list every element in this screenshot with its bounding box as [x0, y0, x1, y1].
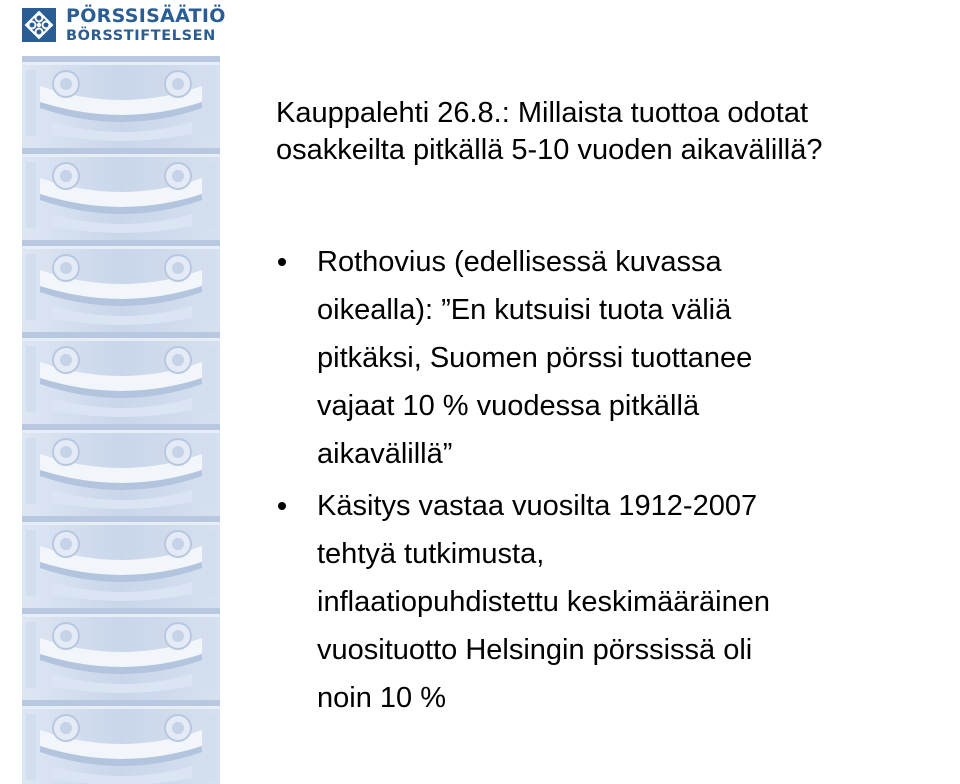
slide-title — [276, 95, 956, 169]
bullet-line: aikavälillä” — [317, 438, 453, 470]
bullet-line: pitkäksi, Suomen pörssi tuottanee — [317, 342, 753, 374]
stone-relief-picture — [22, 56, 220, 784]
bullet-line: tehtyä tutkimusta, — [317, 538, 545, 570]
logo-name-swedish: BÖRSSTIFTELSEN — [66, 27, 216, 44]
bullet-line: Rothovius (edellisessä kuvassa — [317, 246, 722, 278]
bullet-line: inflaatiopuhdistettu keskimääräinen — [317, 586, 770, 618]
bullet-line: Käsitys vastaa vuosilta 1912-2007 — [317, 490, 758, 522]
logo-name-finnish: PÖRSSISÄÄTIÖ — [66, 4, 226, 27]
logo — [22, 4, 226, 46]
bullet-line: noin 10 % — [317, 682, 446, 714]
slide-title-line: Kauppalehti 26.8.: Millaista tuottoa odotat — [276, 97, 809, 129]
bullet-dot-icon — [278, 502, 286, 510]
bullet-line: vajaat 10 % vuodessa pitkällä — [317, 390, 700, 422]
bullet-dot-icon — [278, 258, 286, 266]
bullet-line: oikealla): ”En kutsuisi tuota väliä — [317, 294, 732, 326]
logo-text — [66, 4, 226, 44]
bullet-item — [276, 238, 956, 478]
pattern-logo-icon — [22, 8, 56, 42]
bullet-line: vuosituotto Helsingin pörssissä oli — [317, 634, 753, 666]
bullet-item — [276, 482, 956, 722]
slide-title-line: osakkeilta pitkällä 5-10 vuoden aikavälillä? — [276, 134, 823, 166]
bullet-list — [276, 238, 956, 722]
